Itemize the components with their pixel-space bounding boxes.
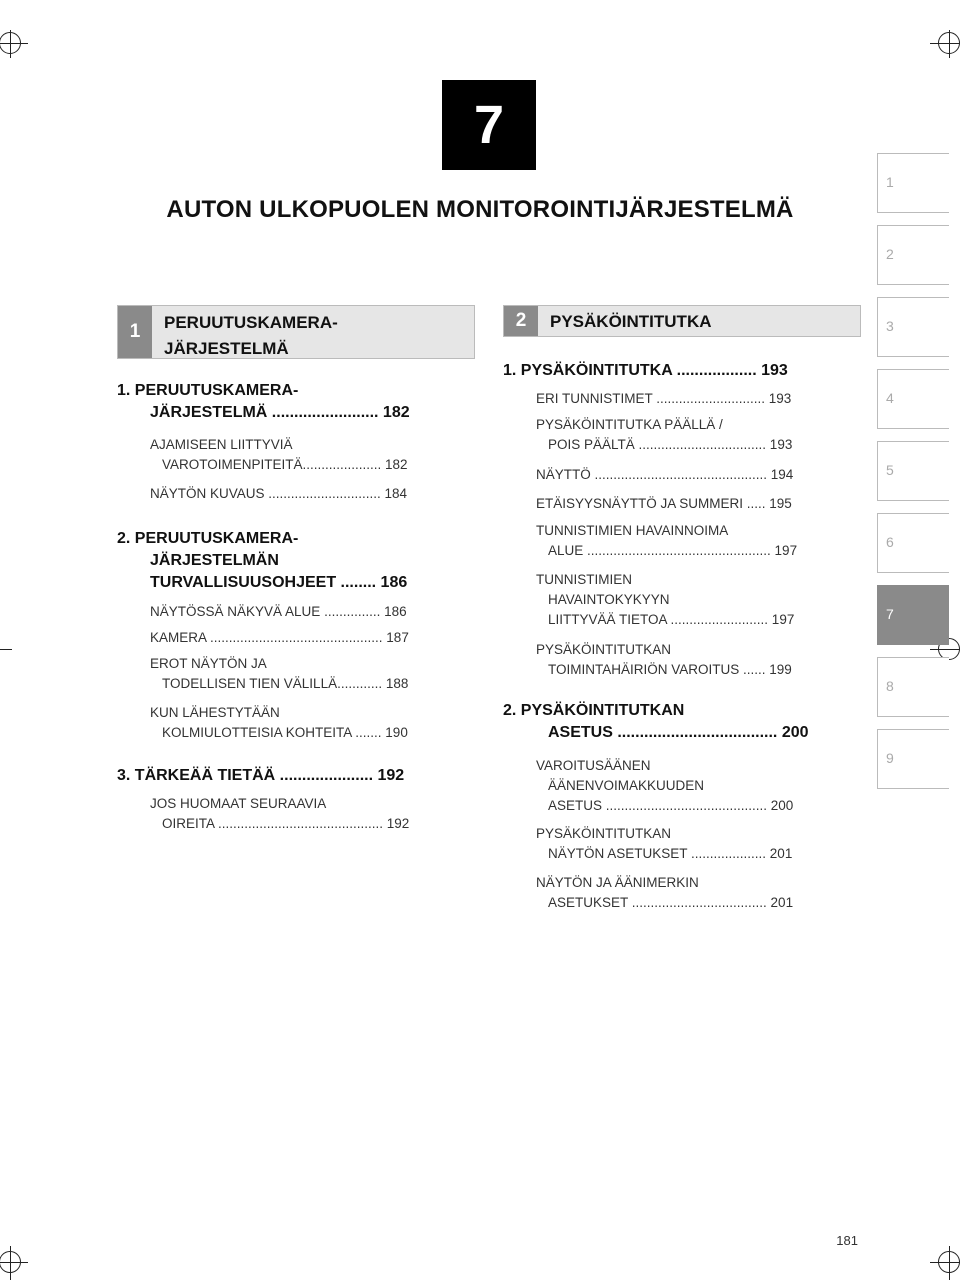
section-2-title: PYSÄKÖINTITUTKA [550,312,712,331]
toc-subentry[interactable]: KAMERA .............................................. 187 [150,630,409,645]
section-2-header [503,305,861,337]
toc-subentry[interactable]: ERI TUNNISTIMET ............................. 193 [536,391,792,406]
toc-subentry[interactable]: NÄYTTÖ .............................................. 194 [536,467,794,482]
tab-3[interactable]: 3 [877,297,949,357]
toc-subentry[interactable]: EROT NÄYTÖN JA TODELLISEN TIEN VÄLILLÄ............ 188 [150,656,409,691]
tab-2[interactable]: 2 [877,225,949,285]
tab-8[interactable]: 8 [877,657,949,717]
tab-5[interactable]: 5 [877,441,949,501]
toc-subentry[interactable]: KUN LÄHESTYTÄÄN KOLMIULOTTEISIA KOHTEITA ....... 190 [150,705,408,740]
page-number: 181 [836,1233,858,1248]
toc-subentry[interactable]: ETÄISYYSNÄYTTÖ JA SUMMERI ..... 195 [536,496,792,511]
tab-7[interactable]: 7 [877,585,949,645]
toc-subentry[interactable]: NÄYTÖN JA ÄÄNIMERKIN ASETUKSET .................................... 201 [536,875,794,910]
toc-subentry[interactable]: TUNNISTIMIEN HAVAINTOKYKYYN LIITTYVÄÄ TIETOA .......................... 197 [536,572,795,627]
tab-6[interactable]: 6 [877,513,949,573]
toc-entry[interactable]: 2. PYSÄKÖINTITUTKAN ASETUS .................................... 200 [503,702,809,741]
crop-mark-top-right [930,0,960,60]
tab-1[interactable]: 1 [877,153,949,213]
chapter-number: 7 [442,80,536,170]
section-1-number: 1 [118,306,152,358]
section-1-title: PERUUTUSKAMERA- JÄRJESTELMÄ [164,313,338,358]
crop-mark-bottom-left [0,1240,30,1281]
toc-entry[interactable]: 1. PERUUTUSKAMERA- JÄRJESTELMÄ ........................ 182 [117,382,410,421]
toc-subentry[interactable]: AJAMISEEN LIITTYVIÄ VAROTOIMENPITEITÄ..................... 182 [150,437,408,472]
toc-subentry[interactable]: NÄYTÖN KUVAUS .............................. 184 [150,486,408,501]
toc-entry[interactable]: 2. PERUUTUSKAMERA- JÄRJESTELMÄN TURVALLISUUSOHJEET ........ 186 [117,530,408,591]
toc-entry[interactable]: 3. TÄRKEÄÄ TIETÄÄ ..................... 192 [117,767,405,784]
crop-mark-bottom-right [930,1240,960,1281]
section-1-header [117,305,475,359]
toc-subentry[interactable]: TUNNISTIMIEN HAVAINNOIMA ALUE ................................................. 197 [536,523,798,558]
tab-4[interactable]: 4 [877,369,949,429]
toc-subentry[interactable]: NÄYTÖSSÄ NÄKYVÄ ALUE ............... 186 [150,604,407,619]
toc-subentry[interactable]: PYSÄKÖINTITUTKA PÄÄLLÄ / POIS PÄÄLTÄ .................................. 193 [536,417,793,452]
chapter-title: AUTON ULKOPUOLEN MONITOROINTIJÄRJESTELMÄ [166,196,794,223]
toc-subentry[interactable]: JOS HUOMAAT SEURAAVIA OIREITA ............................................ 192 [150,796,410,831]
crop-mark-left-mid [0,630,20,670]
tab-9[interactable]: 9 [877,729,949,789]
toc-subentry[interactable]: PYSÄKÖINTITUTKAN TOIMINTAHÄIRIÖN VAROITUS ...... 199 [536,642,792,677]
toc-subentry[interactable]: VAROITUSÄÄNEN ÄÄNENVOIMAKKUUDEN ASETUS ........................................... 200 [536,758,794,813]
toc-entry[interactable]: 1. PYSÄKÖINTITUTKA .................. 193 [503,362,788,379]
section-2-number: 2 [504,306,538,336]
toc-subentry[interactable]: PYSÄKÖINTITUTKAN NÄYTÖN ASETUKSET .................... 201 [536,826,793,861]
crop-mark-top-left [0,0,30,60]
